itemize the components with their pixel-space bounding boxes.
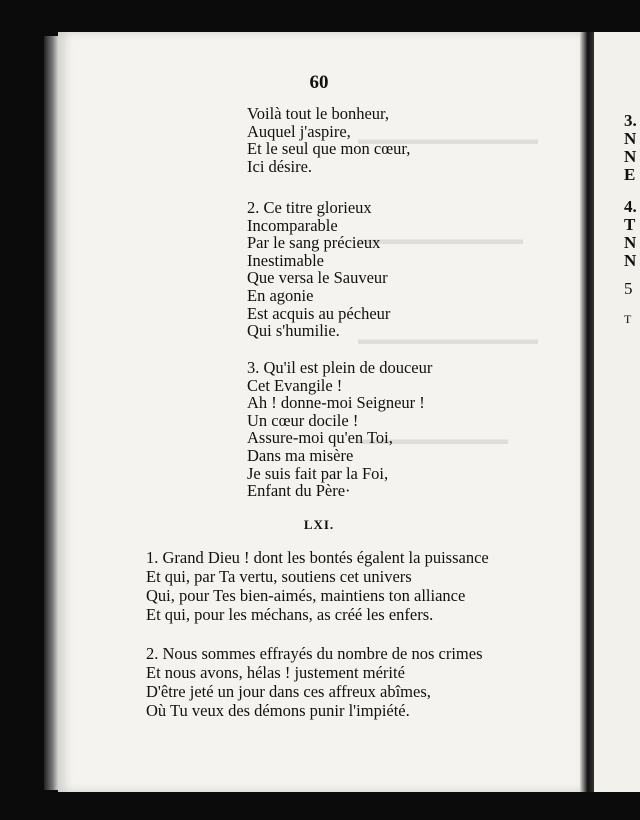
verse-2 bbox=[146, 644, 483, 720]
stanza-line: Un cœur docile ! bbox=[247, 410, 359, 430]
stanza-line: Assure-moi qu'en Toi, bbox=[247, 428, 393, 448]
stanza-line: Par le sang précieux bbox=[247, 233, 381, 253]
stanza-line: 3. Qu'il est plein de douceur bbox=[247, 358, 433, 377]
stanza-line: Est acquis au pécheur bbox=[247, 303, 391, 323]
stanza-line: Qui s'humilie. bbox=[247, 321, 340, 341]
next-page-fragment: E bbox=[624, 165, 636, 184]
next-page-fragment: 4. bbox=[624, 197, 637, 216]
stanza-line: Voilà tout le bonheur, bbox=[247, 104, 390, 123]
stanza-line: Inestimable bbox=[247, 250, 324, 270]
stanza-line: Incomparable bbox=[247, 215, 338, 235]
stanza-3 bbox=[247, 359, 432, 500]
show-through-texture: ▬▬▬▬▬▬▬▬▬▬▬ bbox=[358, 232, 523, 248]
next-page-fragment: N bbox=[624, 129, 637, 148]
stanza-line: Enfant du Père· bbox=[247, 481, 351, 501]
verse-line: D'être jeté un jour dans ces affreux abîmes, bbox=[146, 682, 431, 701]
show-through-texture: ▬▬▬▬▬▬▬▬▬▬▬▬ bbox=[358, 332, 538, 348]
stanza-line: Et le seul que mon cœur, bbox=[247, 139, 411, 159]
show-through-texture: ▬▬▬▬▬▬▬▬▬▬▬▬ bbox=[358, 132, 538, 148]
verse-1 bbox=[146, 548, 489, 624]
stanza-1 bbox=[247, 105, 410, 175]
next-page-fragment: T bbox=[624, 215, 636, 234]
verse-line: Et qui, pour les méchans, as créé les enfers. bbox=[146, 605, 434, 624]
stanza-2 bbox=[247, 199, 390, 340]
book-page bbox=[58, 32, 580, 792]
next-page-fragment: N bbox=[624, 233, 637, 252]
stanza-line: 2. Ce titre glorieux bbox=[247, 198, 372, 217]
next-page-fragment: T bbox=[624, 312, 632, 326]
stanza-line: En agonie bbox=[247, 285, 314, 305]
stanza-line: Auquel j'aspire, bbox=[247, 121, 351, 141]
stanza-line: Ici désire. bbox=[247, 156, 313, 176]
stanza-line: Dans ma misère bbox=[247, 445, 354, 465]
verse-line: Qui, pour Tes bien-aimés, maintiens ton alliance bbox=[146, 586, 466, 605]
page-number: 60 bbox=[309, 72, 329, 93]
verse-line: Et qui, par Ta vertu, soutiens cet univers bbox=[146, 567, 412, 586]
next-page-fragment: N bbox=[624, 251, 637, 270]
book-gutter bbox=[580, 32, 594, 792]
verse-line: Où Tu veux des démons punir l'impiété. bbox=[146, 701, 410, 720]
stanza-line: Que versa le Sauveur bbox=[247, 268, 388, 288]
verse-line: 2. Nous sommes effrayés du nombre de nos crimes bbox=[146, 644, 483, 663]
stanza-line: Je suis fait par la Foi, bbox=[247, 463, 389, 483]
hymn-number: LXI. bbox=[303, 517, 335, 532]
next-page-fragment: 3. bbox=[624, 111, 637, 130]
show-through-texture: ▬▬▬▬▬▬▬▬▬▬ bbox=[358, 432, 508, 448]
next-page-edge bbox=[594, 32, 640, 792]
next-page-fragment: N bbox=[624, 147, 637, 166]
verse-line: Et nous avons, hélas ! justement mérité bbox=[146, 663, 405, 682]
stanza-line: Cet Evangile ! bbox=[247, 375, 343, 395]
next-page-fragment: 5 bbox=[624, 279, 633, 298]
page-left-edge bbox=[44, 36, 58, 790]
verse-line: 1. Grand Dieu ! dont les bontés égalent la puissance bbox=[146, 548, 489, 567]
stanza-line: Ah ! donne-moi Seigneur ! bbox=[247, 393, 425, 413]
